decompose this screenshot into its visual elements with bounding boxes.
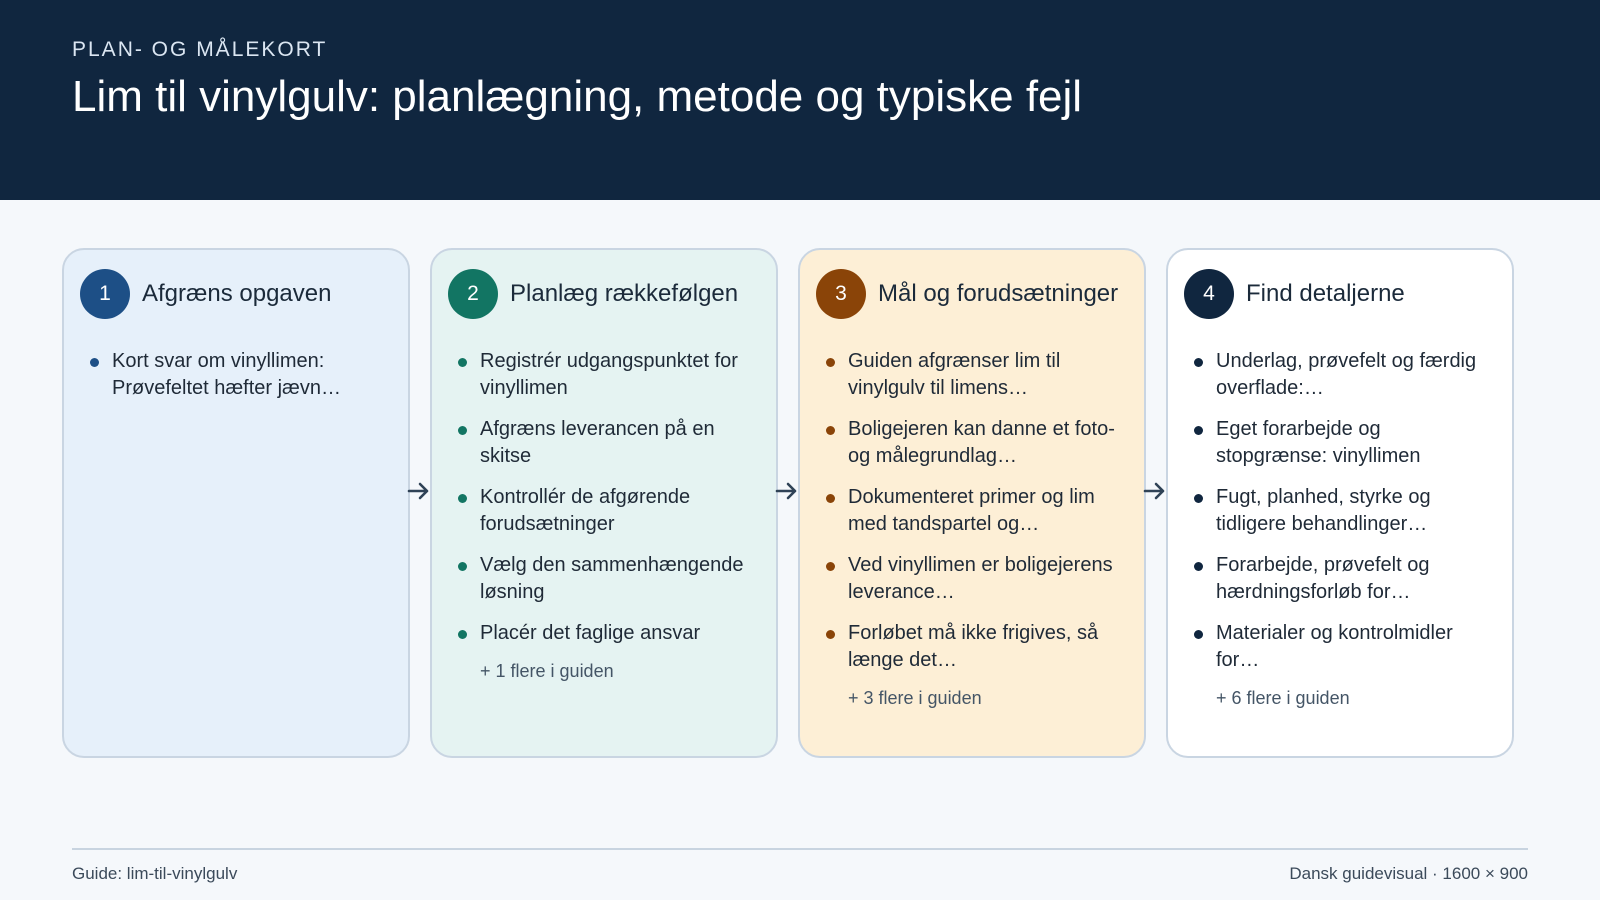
bullet-dot-icon <box>458 630 467 639</box>
list-item-text: Afgræns leverancen på en skitse <box>480 418 715 467</box>
bullet-dot-icon <box>458 562 467 571</box>
eyebrow-label: PLAN- OG MÅLEKORT <box>72 38 328 61</box>
footer-divider <box>72 848 1528 850</box>
bullet-dot-icon <box>1194 426 1203 435</box>
step-item-list <box>80 348 392 402</box>
list-item <box>826 348 1128 402</box>
list-item <box>458 552 760 606</box>
list-item <box>826 620 1128 674</box>
list-item <box>1194 416 1496 470</box>
step-title: Planlæg rækkefølgen <box>510 280 739 307</box>
bullet-dot-icon <box>90 358 99 367</box>
step-title: Find detaljerne <box>1246 280 1405 307</box>
bullet-dot-icon <box>826 562 835 571</box>
step-number-badge: 4 <box>1184 269 1234 319</box>
list-item-text: Dokumenteret primer og lim med tandspartel og… <box>848 486 1095 535</box>
step-card-header <box>816 268 1128 320</box>
step-cards <box>62 248 1540 758</box>
step-card-4 <box>1166 248 1514 758</box>
list-item <box>1194 484 1496 538</box>
step-item-list <box>816 348 1128 674</box>
more-in-guide-note: + 6 flere i guiden <box>1216 688 1350 708</box>
step-card-header <box>80 268 392 320</box>
header-banner <box>0 0 1600 200</box>
list-item-text: Kort svar om vinyllimen: Prøvefeltet hæfter jævn… <box>112 350 341 399</box>
more-in-guide-note: + 3 flere i guiden <box>848 688 982 708</box>
arrow-right-icon <box>406 478 432 504</box>
list-item <box>1194 620 1496 674</box>
bullet-dot-icon <box>458 494 467 503</box>
list-item <box>458 484 760 538</box>
step-title: Afgræns opgaven <box>142 280 332 307</box>
more-in-guide-note: + 1 flere i guiden <box>480 661 614 681</box>
list-item <box>826 416 1128 470</box>
list-item <box>458 416 760 470</box>
list-item <box>458 620 760 647</box>
list-item <box>826 552 1128 606</box>
list-item <box>1194 552 1496 606</box>
step-item-list <box>448 348 760 647</box>
arrow-right-icon <box>774 478 800 504</box>
step-number-badge: 3 <box>816 269 866 319</box>
bullet-dot-icon <box>1194 630 1203 639</box>
bullet-dot-icon <box>458 358 467 367</box>
list-item-text: Underlag, prøvefelt og færdig overflade:… <box>1216 350 1477 399</box>
bullet-dot-icon <box>826 494 835 503</box>
list-item <box>826 484 1128 538</box>
bullet-dot-icon <box>826 426 835 435</box>
bullet-dot-icon <box>1194 562 1203 571</box>
list-item <box>1194 348 1496 402</box>
list-item-text: Registrér udgangspunktet for vinyllimen <box>480 350 738 399</box>
footer-guide-label: Guide: lim-til-vinylgulv <box>72 864 238 883</box>
list-item <box>90 348 392 402</box>
page-title: Lim til vinylgulv: planlægning, metode og typiske fejl <box>72 72 1083 121</box>
step-title: Mål og forudsætninger <box>878 280 1119 307</box>
list-item-text: Guiden afgrænser lim til vinylgulv til limens… <box>848 350 1061 399</box>
list-item-text: Fugt, planhed, styrke og tidligere behandlinger… <box>1216 486 1431 535</box>
bullet-dot-icon <box>826 358 835 367</box>
list-item-text: Forløbet må ikke frigives, så længe det… <box>848 622 1099 671</box>
step-card-header <box>448 268 760 320</box>
list-item <box>458 348 760 402</box>
step-card-header <box>1184 268 1496 320</box>
step-number-badge: 2 <box>448 269 498 319</box>
list-item-text: Vælg den sammenhængende løsning <box>480 554 744 603</box>
step-card-1 <box>62 248 410 758</box>
list-item-text: Materialer og kontrolmidler for… <box>1216 622 1453 671</box>
list-item-text: Kontrollér de afgørende forudsætninger <box>480 486 691 535</box>
list-item-text: Boligejeren kan danne et foto- og målegrundlag… <box>848 418 1115 467</box>
step-card-2 <box>430 248 778 758</box>
bullet-dot-icon <box>458 426 467 435</box>
bullet-dot-icon <box>1194 358 1203 367</box>
step-item-list <box>1184 348 1496 674</box>
bullet-dot-icon <box>1194 494 1203 503</box>
list-item-text: Ved vinyllimen er boligejerens leverance… <box>848 554 1113 603</box>
list-item-text: Forarbejde, prøvefelt og hærdningsforløb for… <box>1216 554 1430 603</box>
list-item-text: Placér det faglige ansvar <box>480 622 701 644</box>
list-item-text: Eget forarbejde og stopgrænse: vinyllimen <box>1216 418 1421 467</box>
bullet-dot-icon <box>826 630 835 639</box>
arrow-right-icon <box>1142 478 1168 504</box>
step-number-badge: 1 <box>80 269 130 319</box>
footer-meta-label: Dansk guidevisual · 1600 × 900 <box>1289 864 1528 883</box>
step-card-3 <box>798 248 1146 758</box>
